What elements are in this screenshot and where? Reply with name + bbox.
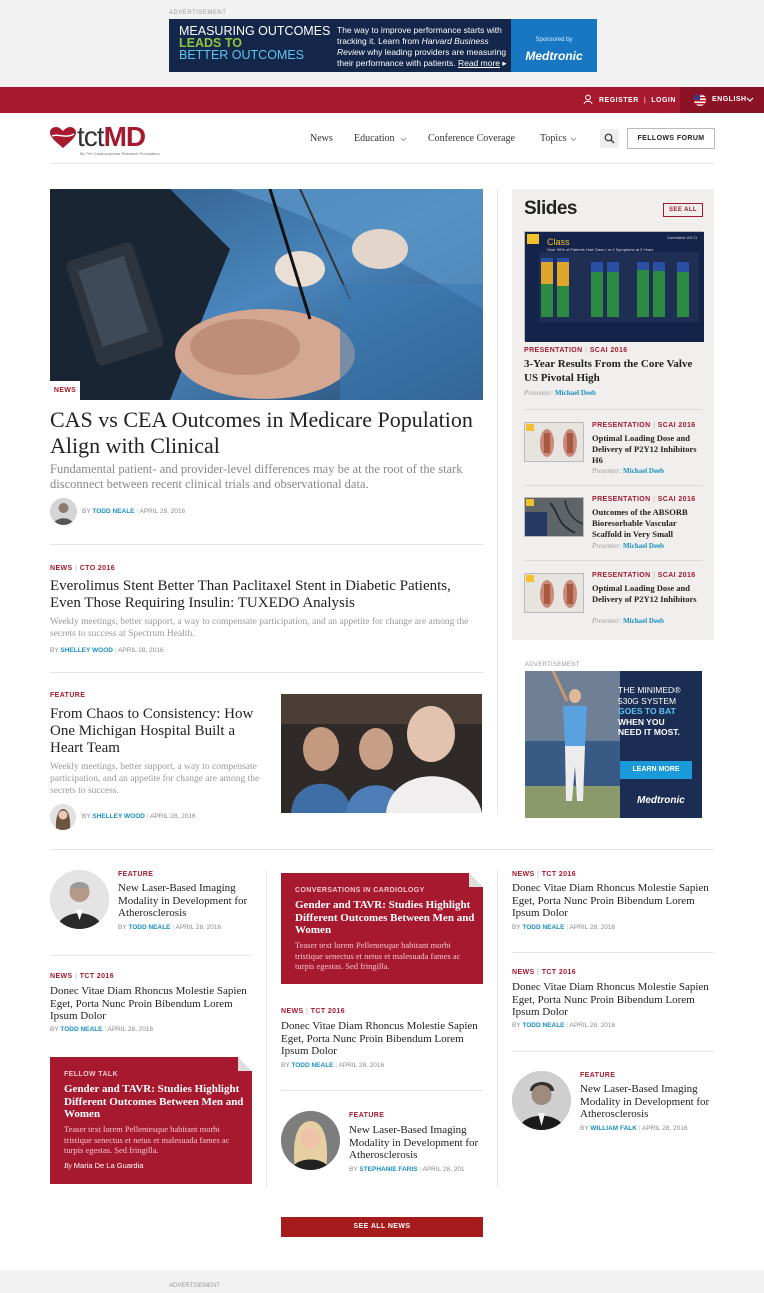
- heart-team-photo: [281, 694, 482, 813]
- slide-thumbnail[interactable]: [524, 422, 584, 462]
- article-byline: BY TODD NEALE | APRIL 28, 2016: [118, 924, 222, 931]
- card-byline: By Maria De La Guardia: [64, 1161, 144, 1170]
- search-icon: [600, 129, 619, 148]
- article-title[interactable]: Donec Vitae Diam Rhoncus Molestie Sapien Eget, Porta Nunc Proin Bibendum Lorem Ipsum Dolor: [50, 985, 247, 1022]
- ad-copy: The way to improve performance starts with tracking it. Learn from Harvard Business Review why leading providers are measuring their performance with patients. Read more ▸: [337, 25, 507, 68]
- divider: [281, 1090, 483, 1091]
- article-byline: BY TODD NEALE | APRIL 28, 2016: [281, 1062, 385, 1069]
- ad-copy: THE MINIMED® 530G SYSTEM GOES TO BAT WHEN YOU NEED IT MOST.: [618, 685, 681, 737]
- article-title[interactable]: New Laser-Based Imaging Modality in Development for Atherosclerosis: [118, 882, 248, 919]
- ad-label: ADVERTISEMENT: [169, 10, 227, 16]
- divider: [512, 1051, 714, 1052]
- divider: [512, 952, 714, 953]
- card-title: Gender and TAVR: Studies Highlight Different Outcomes Between Men and Women: [295, 899, 475, 936]
- author-avatar[interactable]: [281, 1111, 340, 1170]
- hero-image[interactable]: [50, 189, 483, 400]
- nav-topics[interactable]: Topics: [540, 133, 567, 144]
- language-selector[interactable]: ENGLISH: [680, 87, 764, 113]
- article-image[interactable]: [281, 694, 482, 813]
- author-link[interactable]: TODD NEALE: [60, 1026, 103, 1033]
- presenter-link[interactable]: Michael Deeb: [623, 617, 665, 625]
- author-link[interactable]: SHELLEY WOOD: [60, 647, 113, 654]
- ad-learn-more-button[interactable]: LEARN MORE: [620, 761, 692, 779]
- slide-title[interactable]: Optimal Loading Dose and Delivery of P2Y12 Inhibitors: [592, 583, 697, 604]
- fellows-forum-button[interactable]: FELLOWS FORUM: [627, 128, 715, 149]
- divider: [524, 409, 702, 410]
- fellow-talk-card[interactable]: [50, 1057, 252, 1184]
- slide-anatomy-image: [525, 574, 584, 613]
- author-avatar[interactable]: [50, 870, 109, 929]
- article-tag[interactable]: FEATURE: [118, 871, 154, 878]
- divider: [524, 485, 702, 486]
- slide-title[interactable]: Outcomes of the ABSORB Bioresorbable Vascular Scaffold in Very Small: [592, 507, 688, 539]
- us-flag-icon: [694, 94, 706, 106]
- ad-sponsor-panel: Sponsored by Medtronic: [511, 19, 597, 72]
- presenter-link[interactable]: Michael Deeb: [555, 389, 597, 397]
- slide-angiogram-image: [525, 498, 584, 537]
- chevron-down-icon: [746, 97, 754, 103]
- presenter-link[interactable]: Michael Deeb: [623, 467, 665, 475]
- slide-tags: PRESENTATION | SCAI 2016: [524, 347, 628, 354]
- logo-wordmark: tctMD: [77, 121, 146, 152]
- article-deck: Weekly meetings, better support, a way to compensate participation, and an appetite for change are among the secrets to success at Spectrum Health.: [50, 617, 469, 639]
- hero-tag[interactable]: NEWS: [50, 381, 80, 400]
- card-category: CONVERSATIONS IN CARDIOLOGY: [295, 887, 425, 894]
- slide-presenter: Presenter: Michael Deeb: [592, 617, 665, 625]
- conversations-card[interactable]: [281, 873, 483, 984]
- author-link[interactable]: WILLIAM FALK: [590, 1125, 637, 1132]
- slide-presenter: Presenter: Michael Deeb: [592, 467, 665, 475]
- article-tags: NEWS | TCT 2016: [512, 969, 577, 976]
- divider: [524, 560, 702, 561]
- article-byline: BY SHELLEY WOOD | APRIL 28, 2016: [50, 647, 164, 654]
- author-avatar[interactable]: [512, 1071, 571, 1130]
- surgery-photo: [50, 189, 483, 400]
- article-byline: BY TODD NEALE | APRIL 28, 2016: [50, 1026, 154, 1033]
- card-corner-fold: [469, 873, 483, 887]
- card-teaser: Teaser text lorem Pellentesque habitant morbi tristique senectus et netus et malesuada fames ac turpis egestas. Sed fringilla.: [295, 940, 461, 971]
- site-logo[interactable]: [50, 121, 180, 165]
- heart-logo-icon: [50, 127, 76, 149]
- chevron-down-icon: [570, 137, 577, 142]
- slide-thumbnail[interactable]: [524, 497, 584, 537]
- author-link[interactable]: TODD NEALE: [128, 924, 171, 931]
- article-tags: NEWS | TCT 2016: [512, 871, 577, 878]
- card-title: Gender and TAVR: Studies Highlight Different Outcomes Between Men and Women: [64, 1083, 244, 1120]
- article-byline: BY STEPHANIE FARIS | APRIL 28, 201: [349, 1166, 465, 1173]
- chevron-down-icon: [400, 137, 407, 142]
- article-byline: BY WILLIAM FALK | APRIL 28, 2016: [580, 1125, 688, 1132]
- author-link[interactable]: TODD NEALE: [522, 924, 565, 931]
- card-category: FELLOW TALK: [64, 1071, 119, 1078]
- ad-headline: MEASURING OUTCOMES LEADS TO BETTER OUTCOMES: [179, 24, 331, 62]
- slide-tags: PRESENTATION | SCAI 2016: [592, 572, 696, 579]
- article-title[interactable]: From Chaos to Consistency: How One Michigan Hospital Built a Heart Team: [50, 706, 254, 756]
- divider: [50, 955, 252, 956]
- top-ad-banner[interactable]: [169, 19, 597, 72]
- ad-label: ADVERTISEMENT: [525, 662, 580, 668]
- tag-cto[interactable]: CTO 2016: [79, 565, 116, 572]
- author-link[interactable]: TODD NEALE: [522, 1022, 565, 1029]
- article-title[interactable]: New Laser-Based Imaging Modality in Development for Atherosclerosis: [349, 1124, 479, 1161]
- slide-anatomy-image: [525, 423, 584, 462]
- article-title[interactable]: New Laser-Based Imaging Modality in Development for Atherosclerosis: [580, 1083, 710, 1120]
- auth-links: REGISTER | LOGIN: [583, 94, 676, 104]
- top-utility-bar: [0, 87, 764, 113]
- logo-tagline: By The Cardiovascular Research Foundation: [80, 151, 160, 156]
- see-all-news-button[interactable]: SEE ALL NEWS: [281, 1217, 483, 1237]
- article-tag[interactable]: FEATURE: [50, 692, 86, 699]
- column-divider: [497, 189, 498, 814]
- column-divider: [497, 870, 498, 1187]
- slide-presenter: Presenter: Michael Deeb: [524, 389, 597, 397]
- medtronic-logo: Medtronic: [637, 795, 685, 806]
- presenter-link[interactable]: Michael Deeb: [623, 542, 665, 550]
- article-byline: BY SHELLEY WOOD | APRIL 28, 2016: [82, 813, 196, 820]
- hero-title[interactable]: CAS vs CEA Outcomes in Medicare Population Align with Clinical: [50, 407, 473, 458]
- slide-tags: PRESENTATION | SCAI 2016: [592, 422, 696, 429]
- article-tags: NEWS | CTO 2016: [50, 565, 116, 572]
- author-link[interactable]: TODD NEALE: [291, 1062, 334, 1069]
- user-icon: [583, 94, 593, 104]
- article-tags: NEWS | TCT 2016: [281, 1008, 346, 1015]
- author-link[interactable]: SHELLEY WOOD: [92, 813, 145, 820]
- article-byline: BY TODD NEALE | APRIL 28, 2016: [512, 924, 616, 931]
- divider: [50, 672, 483, 673]
- article-tag[interactable]: FEATURE: [349, 1112, 385, 1119]
- login-link[interactable]: LOGIN: [651, 97, 676, 104]
- slide-presenter: Presenter: Michael Deeb: [592, 542, 665, 550]
- slides-title: Slides: [524, 198, 577, 219]
- slide-tags: PRESENTATION | SCAI 2016: [592, 496, 696, 503]
- author-avatar[interactable]: [50, 498, 77, 525]
- article-tags: NEWS | TCT 2016: [50, 973, 115, 980]
- slide-title[interactable]: 3-Year Results From the Core Valve US Pivotal High: [524, 358, 693, 384]
- hero-deck: Fundamental patient- and provider-level differences may be at the root of the stark disconnect between recent clinical trials and observational data.: [50, 462, 463, 491]
- article-title[interactable]: Donec Vitae Diam Rhoncus Molestie Sapien Eget, Porta Nunc Proin Bibendum Lorem Ipsum Dolor: [512, 981, 709, 1018]
- register-link[interactable]: REGISTER: [599, 97, 639, 104]
- see-all-slides-button[interactable]: SEE ALL: [663, 203, 703, 217]
- slide-title[interactable]: Optimal Loading Dose and Delivery of P2Y12 Inhibitors H6: [592, 433, 697, 465]
- author-avatar[interactable]: [50, 804, 76, 830]
- card-corner-fold: [238, 1057, 252, 1071]
- slide-chart-label: Class: [547, 237, 570, 247]
- column-divider: [266, 870, 267, 1187]
- hero-byline: BY TODD NEALE | APRIL 28, 2016: [82, 508, 186, 515]
- article-title[interactable]: Donec Vitae Diam Rhoncus Molestie Sapien Eget, Porta Nunc Proin Bibendum Lorem Ipsum Dolor: [512, 882, 709, 919]
- header-divider: [50, 163, 714, 164]
- card-teaser: Teaser text lorem Pellentesque habitant morbi tristique senectus et netus et malesuada fames ac turpis egestas. Sed fringilla.: [64, 1124, 230, 1155]
- author-link[interactable]: STEPHANIE FARIS: [359, 1166, 418, 1173]
- side-ad-banner[interactable]: [525, 671, 702, 818]
- tag-news[interactable]: NEWS: [50, 565, 73, 572]
- article-byline: BY TODD NEALE | APRIL 28, 2016: [512, 1022, 616, 1029]
- nav-conference-coverage[interactable]: Conference Coverage: [428, 133, 515, 144]
- divider: [50, 544, 483, 545]
- nav-news[interactable]: News: [310, 133, 333, 144]
- ad-read-more-link[interactable]: Read more: [457, 58, 501, 68]
- author-link[interactable]: TODD NEALE: [92, 508, 135, 515]
- medtronic-logo: Medtronic: [525, 49, 583, 63]
- article-title[interactable]: Donec Vitae Diam Rhoncus Molestie Sapien Eget, Porta Nunc Proin Bibendum Lorem Ipsum Dolor: [281, 1020, 478, 1057]
- slide-chart-subtitle: Over 90% of Patients Had Class I or II Symptoms at 3 Years: [547, 247, 654, 252]
- article-deck: Weekly meetings, better support, a way to compensate participation, and an appetite for change are among the secrets to success.: [50, 762, 260, 796]
- slide-chart-corner: CoreValve US Cl: [667, 235, 697, 240]
- slide-thumbnail-main[interactable]: [524, 231, 703, 341]
- ad-label: ADVERTISEMENT: [169, 1283, 220, 1289]
- slide-thumbnail[interactable]: [524, 573, 584, 613]
- search-button[interactable]: [600, 129, 619, 148]
- article-tag[interactable]: FEATURE: [580, 1072, 616, 1079]
- footer-ad-area: [0, 1270, 764, 1293]
- article-title[interactable]: Everolimus Stent Better Than Paclitaxel Stent in Diabetic Patients, Even Those Requiring Insulin: TUXEDO Analysis: [50, 578, 451, 611]
- section-divider: [50, 849, 714, 850]
